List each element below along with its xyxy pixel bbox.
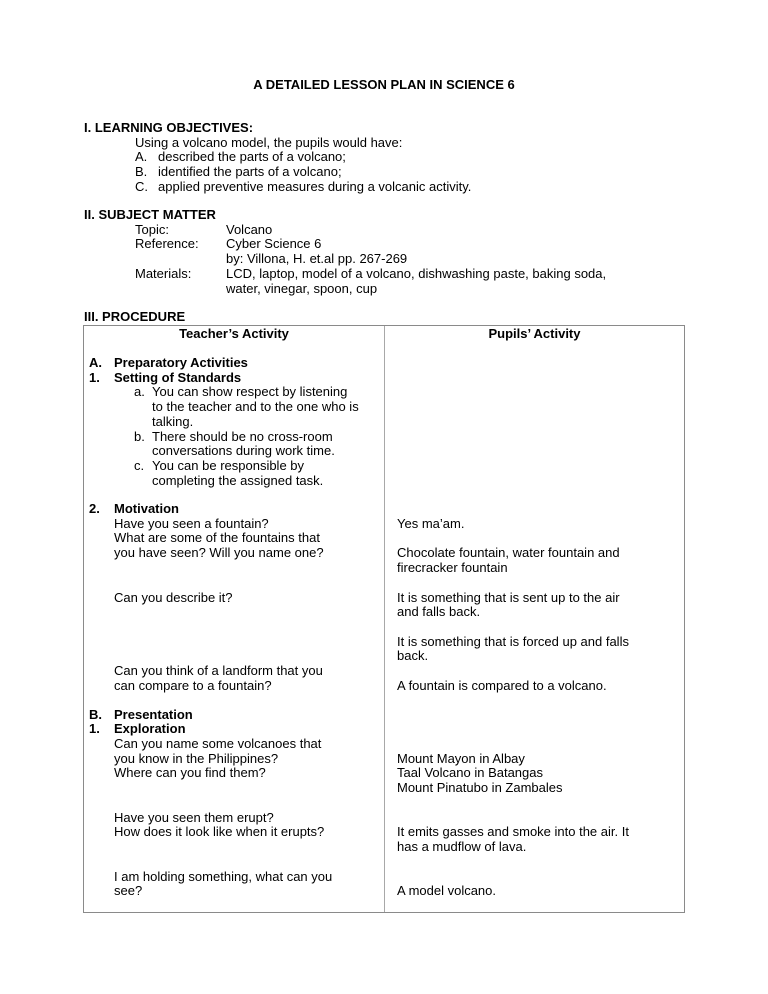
- pupil-line: firecracker fountain: [397, 559, 508, 575]
- objective-text: applied preventive measures during a volcanic activity.: [158, 178, 472, 194]
- reference-label: Reference:: [135, 236, 199, 252]
- objective-text: described the parts of a volcano;: [158, 149, 346, 165]
- pupil-line: and falls back.: [397, 604, 481, 620]
- objective-letter: C.: [135, 178, 148, 194]
- section-letter: B.: [89, 706, 102, 722]
- pupil-line: It is something that is forced up and falls: [397, 633, 629, 649]
- pupil-line: It is something that is sent up to the air: [397, 589, 620, 605]
- topic-label: Topic:: [135, 221, 169, 237]
- standard-text: There should be no cross-room: [152, 428, 333, 444]
- teacher-line: What are some of the fountains that: [114, 530, 320, 546]
- teacher-line: can compare to a fountain?: [114, 677, 272, 693]
- objectives-intro: Using a volcano model, the pupils would have:: [135, 134, 403, 150]
- subsection-number: 2.: [89, 501, 100, 516]
- column-header-pupils: Pupils’ Activity: [488, 326, 581, 341]
- section-heading-preparatory: Preparatory Activities: [114, 355, 248, 370]
- standard-letter: a.: [134, 384, 145, 400]
- reference-value-line1: Cyber Science 6: [226, 236, 322, 252]
- topic-value: Volcano: [226, 221, 273, 237]
- standard-text: talking.: [152, 413, 194, 429]
- materials-value-line1: LCD, laptop, model of a volcano, dishwashing paste, baking soda,: [226, 265, 607, 281]
- document-title: A DETAILED LESSON PLAN IN SCIENCE 6: [253, 77, 515, 92]
- section-letter: A.: [89, 355, 102, 370]
- teacher-line: Have you seen a fountain?: [114, 515, 269, 531]
- materials-value-line2: water, vinegar, spoon, cup: [226, 280, 378, 296]
- subsection-heading-motivation: Motivation: [114, 501, 179, 516]
- objective-item: [135, 180, 148, 195]
- objectives-heading: I. LEARNING OBJECTIVES:: [84, 120, 254, 135]
- procedure-table: [83, 325, 685, 913]
- pupil-line: Chocolate fountain, water fountain and: [397, 545, 620, 561]
- column-header-teacher: Teacher’s Activity: [179, 326, 289, 341]
- standard-text: to the teacher and to the one who is: [152, 399, 359, 415]
- teacher-line: Can you think of a landform that you: [114, 663, 323, 678]
- objective-letter: A.: [135, 149, 148, 165]
- pupil-line: Mount Mayon in Albay: [397, 750, 525, 766]
- teacher-line: Where can you find them?: [114, 765, 266, 781]
- subject-matter-heading: II. SUBJECT MATTER: [84, 207, 216, 222]
- teacher-line: Have you seen them erupt?: [114, 809, 274, 825]
- pupil-line: Mount Pinatubo in Zambales: [397, 780, 563, 795]
- teacher-line: you have seen? Will you name one?: [114, 545, 324, 561]
- standard-letter: c.: [134, 457, 145, 473]
- objective-letter: B.: [135, 164, 148, 180]
- column-divider: [384, 326, 385, 912]
- materials-label: Materials:: [135, 265, 192, 281]
- teacher-line: I am holding something, what can you: [114, 868, 333, 884]
- pupil-line: Taal Volcano in Batangas: [397, 765, 543, 781]
- pupil-line: Yes ma’am.: [397, 515, 465, 531]
- standard-text: You can show respect by listening: [152, 384, 348, 400]
- standard-text: completing the assigned task.: [152, 472, 324, 488]
- objective-text: identified the parts of a volcano;: [158, 164, 342, 180]
- section-heading-presentation: Presentation: [114, 706, 193, 722]
- objective-item: [135, 150, 147, 165]
- reference-value-line2: by: Villona, H. et.al pp. 267-269: [226, 251, 408, 267]
- pupil-line: has a mudflow of lava.: [397, 838, 527, 854]
- pupil-line: It emits gasses and smoke into the air. It: [397, 824, 629, 840]
- procedure-heading: III. PROCEDURE: [84, 309, 186, 324]
- teacher-line: you know in the Philippines?: [114, 750, 279, 766]
- standard-letter: b.: [134, 428, 145, 444]
- teacher-line: see?: [114, 883, 143, 899]
- pupil-line: A model volcano.: [397, 883, 497, 899]
- subsection-heading-exploration: Exploration: [114, 721, 186, 737]
- teacher-line: Can you name some volcanoes that: [114, 735, 322, 751]
- subsection-number: 1.: [89, 721, 100, 737]
- subsection-heading-standards: Setting of Standards: [114, 369, 242, 385]
- standard-text: You can be responsible by: [152, 457, 305, 473]
- subsection-number: 1.: [89, 369, 100, 385]
- standard-text: conversations during work time.: [152, 443, 335, 459]
- teacher-line: Can you describe it?: [114, 589, 233, 605]
- objective-item: [135, 165, 147, 180]
- pupil-line: back.: [397, 648, 429, 664]
- teacher-line: How does it look like when it erupts?: [114, 824, 325, 840]
- pupil-line: A fountain is compared to a volcano.: [397, 677, 607, 693]
